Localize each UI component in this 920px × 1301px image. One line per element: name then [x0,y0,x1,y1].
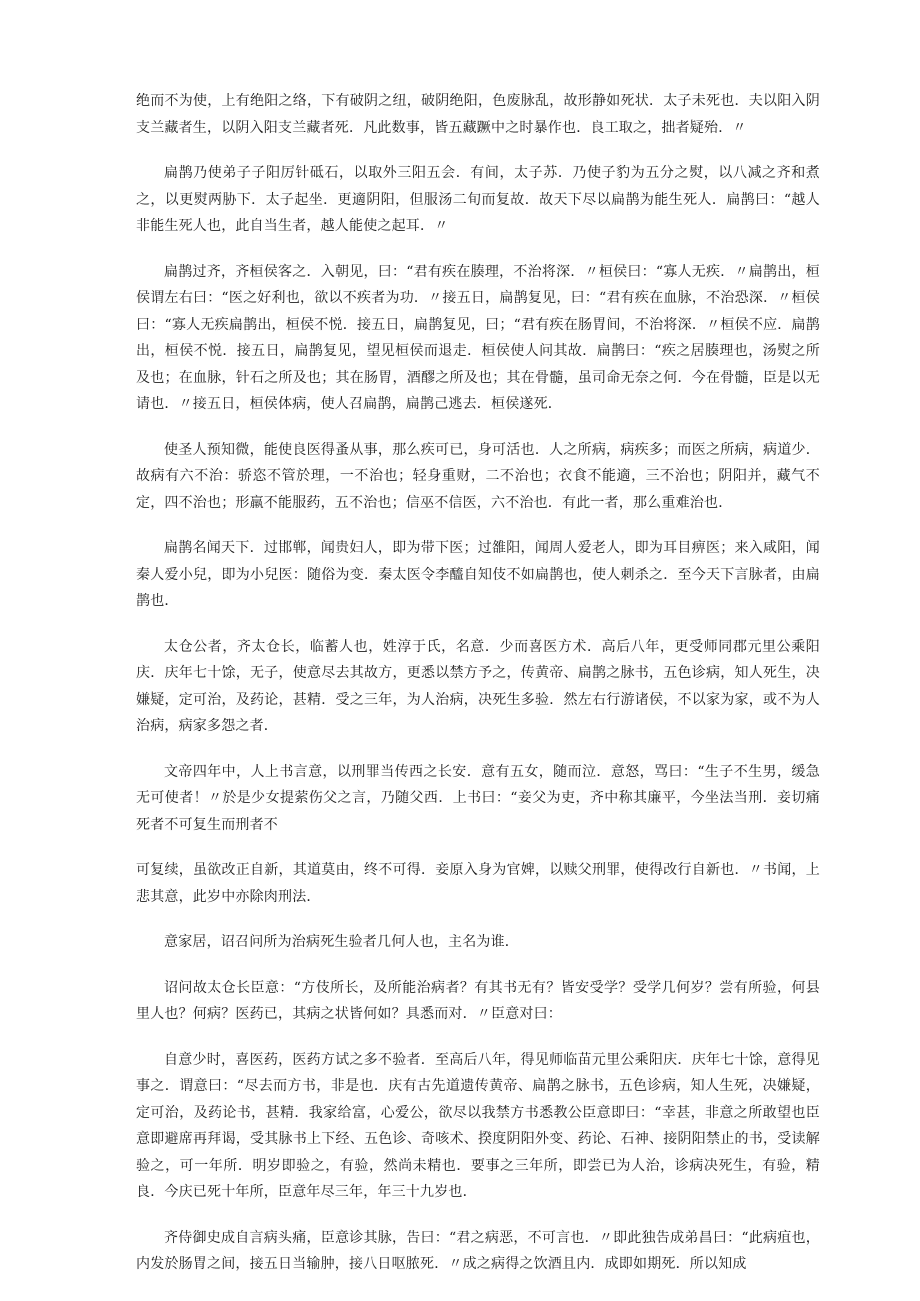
paragraph-8-continued: 可复续，虽欲改正自新，其道莫由，终不可得．妾原入身为官婢，以赎父刑罪，使得改行自新也．〃书闻，上悲其意，此岁中亦除肉刑法． [136,862,820,905]
paragraph-12: 齐侍御史成自言病头痛，臣意诊其脉，告曰：“君之病恶，不可言也．〃即此独告成弟昌曰：“此病疽也，内发於肠胃之间，接五日当输肿，接八日呕脓死．〃成之病得之饮酒且内．成即如期死．所以知成 [136,1229,820,1272]
paragraph-10: 诏问故太仓长臣意：“方伎所长，及所能治病者？有其书无有？皆安受学？受学几何岁？尝有所验，何县里人也？何病？医药已，其病之状皆何如？具悉而对．〃臣意对曰： [136,979,820,1022]
paragraph-5: 扁鹊名闻天下．过邯郸，闻贵妇人，即为带下医；过雒阳，闻周人爱老人，即为耳目痹医；来入咸阳，闻秦人爱小兒，即为小兒医：随俗为变．秦太医令李醯自知伎不如扁鹊也，使人刺杀之．至今天下言脉者，由扁鹊也． [136,540,820,609]
paragraph-7: 文帝四年中，人上书言意，以刑罪当传西之长安．意有五女，随而泣．意怒，骂曰：“生子不生男，缓急无可使者！〃於是少女提萦伤父之言，乃随父西．上书曰：“妾父为吏，齐中称其廉平，今坐法当刑．妾切痛死者不可复生而刑者不 [136,763,820,833]
paragraph-6: 太仓公者，齐太仓长，临蓄人也，姓淳于氏，名意．少而喜医方术．高后八年，更受师同郡元里公乘阳庆．庆年七十馀，无子，使意尽去其故方，更悉以禁方予之，传黄帝、扁鹊之脉书，五色诊病，知人死生，决嫌疑，定可治，及药论，甚精．受之三年，为人治病，决死生多验．然左右行游诸侯，不以家为家，或不为人治病，病家多怨之者． [136,638,820,734]
paragraph-4: 使圣人预知微，能使良医得蚤从事，那么疾可已，身可活也．人之所病，病疾多；而医之所病，病道少．故病有六不治：骄恣不管於理，一不治也；轻身重财，二不治也；衣食不能適，三不治也；阴阳并，藏气不定，四不治也；形羸不能服药，五不治也；信巫不信医，六不治也．有此一者，那么重难治也． [136,441,820,511]
paragraph-11: 自意少时，喜医药，医药方试之多不验者．至高后八年，得见师临苗元里公乘阳庆．庆年七十馀，意得见事之．谓意曰：“尽去而方书，非是也．庆有古先道遗传黄帝、扁鹊之脉书，五色诊病，知人生死，决嫌疑，定可治，及药论书，甚精．我家给富，心爱公，欲尽以我禁方书悉教公臣意即曰：“幸甚，非意之所敢望也臣意即避席再拜谒，受其脉书上下经、五色诊、奇咳术、揆度阴阳外变、药论、石神、接阴阳禁止的书，受读解验之，可一年所．明岁即验之，有验，然尚未精也．要事之三年所，即尝已为人治，诊病决死生，有验，精良．今庆已死十年所，臣意年尽三年，年三十九岁也． [136,1051,820,1200]
paragraph-9: 意家居，诏召问所为治病死生验者几何人也，主名为谁． [164,934,519,950]
paragraph-3: 扁鹊过齐，齐桓侯客之．入朝见，曰：“君有疾在腠理，不治将深．〃桓侯曰：“寡人无疾．〃扁鹊出，桓侯谓左右曰：“医之好利也，欲以不疾者为功．〃接五日，扁鹊复见，曰：“君有疾在血脉，不治恐深．〃桓侯曰：“寡人无疾扁鹊出，桓侯不悦．接五日，扁鹊复见，曰；“君有疾在肠胃间，不治将深．〃桓侯不应．扁鹊出，桓侯不悦．接五日，扁鹊复见，望见桓侯而退走．桓侯使人问其故．扁鹊曰：“疾之居腠理也，汤熨之所及也；在血脉，针石之所及也；其在肠胃，酒醪之所及也；其在骨髓，虽司命无奈之何．今在骨髓，臣是以无请也．〃接五日，桓侯体病，使人召扁鹊，扁鹊己逃去．桓侯遂死． [136,263,820,412]
paragraph-2: 扁鹊乃使弟子子阳厉针砥石，以取外三阳五会．有间，太子苏．乃使子豹为五分之熨，以八减之齐和煮之，以更熨两胁下．太子起坐．更適阴阳，但服汤二旬而复故．故天下尽以扁鹊为能生死人．扁鹊曰：“越人非能生死人也，此自当生者，越人能使之起耳．〃 [136,165,820,234]
paragraph-1: 绝而不为使，上有绝阳之络，下有破阴之纽，破阴绝阳，色废脉乱，故形静如死状．太子未死也．夫以阳入阴支兰藏者生，以阴入阳支兰藏者死．凡此数事，皆五藏蹶中之时暴作也．良工取之，拙者疑殆．〃 [136,93,820,136]
